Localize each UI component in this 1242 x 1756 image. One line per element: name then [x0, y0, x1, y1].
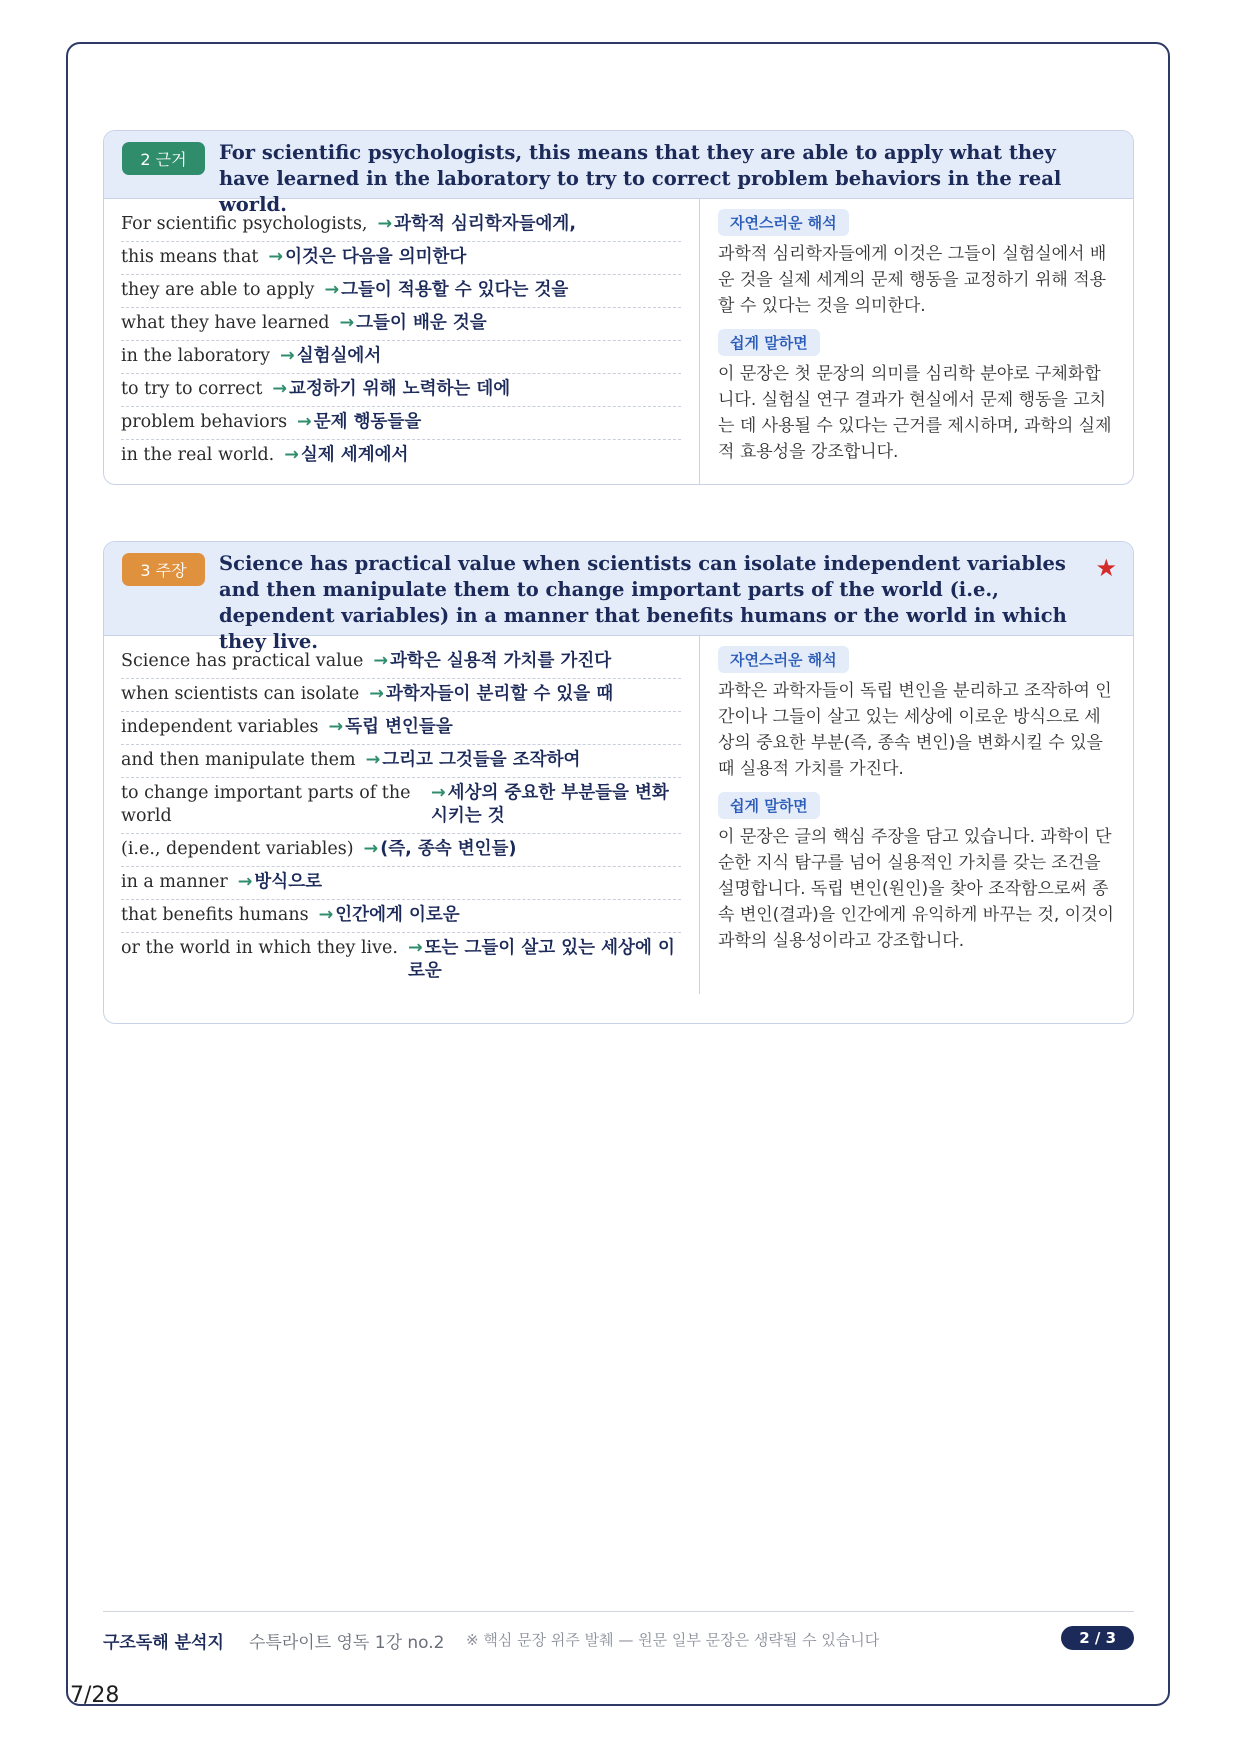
easy-explanation-label: 쉽게 말하면	[718, 792, 820, 819]
natural-translation-text: 과학적 심리학자들에게 이것은 그들이 실험실에서 배운 것을 실제 세계의 문제 행동을 교정하기 위해 적용할 수 있다는 것을 의미한다.	[718, 244, 1107, 316]
chunk-row	[121, 933, 681, 988]
chunk-row	[121, 407, 681, 440]
chunk-en: problem behaviors	[121, 412, 288, 432]
chunk-en: in the laboratory	[121, 346, 271, 366]
chunk-ko: → 인간에게 이로운	[318, 905, 460, 925]
section-sentence: For scientific psychologists, this means that they are able to apply what they have learned in the laboratory to try to correct problem behaviors in the real world.	[219, 141, 1062, 216]
chunk-ko: → 과학적 심리학자들에게,	[377, 214, 576, 234]
natural-translation-label: 자연스러운 해석	[718, 646, 849, 673]
chunk-ko: → 이것은 다음을 의미한다	[268, 247, 467, 267]
chunk-ko: → 실험실에서	[280, 346, 382, 366]
section-body	[104, 636, 1133, 994]
explanation-panel	[700, 199, 1133, 485]
natural-translation-label: 자연스러운 해석	[718, 209, 849, 236]
chunk-row	[121, 867, 681, 900]
chunk-en: in a manner	[121, 872, 228, 892]
chunk-row	[121, 679, 681, 712]
chunk-en: that benefits humans	[121, 905, 309, 925]
natural-translation-text: 과학은 과학자들이 독립 변인을 분리하고 조작하여 인간이나 그들이 살고 있는 세상에 이로운 방식으로 세상의 중요한 부분(즉, 종속 변인)을 변화시킬 수 있을 때 실용적 가치를 가진다.	[718, 681, 1112, 779]
chunk-en: or the world in which they live.	[121, 938, 398, 958]
footer-brand: 구조독해 분석지	[103, 1633, 224, 1653]
chunk-ko: → 그들이 적용할 수 있다는 것을	[324, 280, 569, 300]
chunk-row	[121, 308, 681, 341]
chunk-en: to change important parts of the world	[121, 783, 411, 826]
chunk-row	[121, 440, 681, 472]
chunk-ko: → 과학자들이 분리할 수 있을 때	[369, 684, 614, 704]
chunk-en: and then manipulate them	[121, 750, 356, 770]
chunk-en: they are able to apply	[121, 280, 315, 300]
footer-note: ※ 핵심 문장 위주 발췌 — 원문 일부 문장은 생략될 수 있습니다	[466, 1631, 880, 1649]
section-header	[104, 542, 1133, 653]
section-body	[104, 199, 1133, 485]
chunk-en: Science has practical value	[121, 651, 364, 671]
footer-course: 수특라이트 영독 1강 no.2	[249, 1633, 445, 1653]
chunk-en: when scientists can isolate	[121, 684, 360, 704]
easy-explanation-text: 이 문장은 글의 핵심 주장을 담고 있습니다. 과학이 단순한 지식 탐구를 넘어 실용적인 가치를 갖는 조건을 설명합니다. 독립 변인(원인)을 찾아 조작함으로써 종속 변인(결과)을 인간에게 유익하게 바꾸는 것, 이것이 과학의 실용성이라고 강조합니다.	[718, 827, 1114, 951]
section-sentence: Science has practical value when scientists can isolate independent variables and then manipulate them to change important parts of the world (i.e., dependent variables) in a manner that benefits humans or the world in which they live.	[219, 552, 1067, 653]
easy-explanation-text: 이 문장은 첫 문장의 의미를 심리학 분야로 구체화합니다. 실험실 연구 결과가 현실에서 문제 행동을 고치는 데 사용될 수 있다는 근거를 제시하며, 과학의 실제적 효용성을 강조합니다.	[718, 364, 1112, 462]
section-header	[104, 131, 1133, 216]
section-card-evidence	[103, 130, 1134, 485]
chunk-ko: → 문제 행동들을	[297, 412, 422, 432]
chunk-row	[121, 745, 681, 778]
chunk-en: to try to correct	[121, 379, 263, 399]
explanation-panel	[700, 636, 1133, 994]
chunk-ko: → 독립 변인들을	[328, 717, 453, 737]
chunk-ko: → 방식으로	[237, 872, 323, 892]
chunk-list	[104, 636, 700, 994]
footer-page-badge: 2 / 3	[1061, 1626, 1134, 1650]
easy-explanation-label: 쉽게 말하면	[718, 329, 820, 356]
chunk-en: For scientific psychologists,	[121, 214, 368, 234]
chunk-row	[121, 834, 681, 867]
chunk-en: this means that	[121, 247, 259, 267]
chunk-row	[121, 374, 681, 407]
chunk-row	[121, 712, 681, 745]
chunk-ko: → 또는 그들이 살고 있는 세상에 이로운	[407, 938, 675, 981]
star-icon: ★	[1095, 554, 1117, 582]
chunk-ko: → (즉, 종속 변인들)	[363, 839, 517, 859]
chunk-row	[121, 341, 681, 374]
chunk-ko: → 교정하기 위해 노력하는 데에	[272, 379, 511, 399]
chunk-list	[104, 199, 700, 485]
page-counter: 7/28	[70, 1683, 120, 1708]
chunk-en: what they have learned	[121, 313, 330, 333]
chunk-row	[121, 900, 681, 933]
chunk-ko: → 과학은 실용적 가치를 가진다	[373, 651, 612, 671]
section-card-claim	[103, 541, 1134, 1024]
chunk-en: (i.e., dependent variables)	[121, 839, 354, 859]
chunk-row	[121, 778, 681, 834]
section-tag: 3 주장	[122, 553, 205, 586]
chunk-ko: → 세상의 중요한 부분들을 변화시키는 것	[431, 783, 669, 826]
chunk-ko: → 그들이 배운 것을	[339, 313, 487, 333]
chunk-row	[121, 242, 681, 275]
chunk-row	[121, 275, 681, 308]
page-footer	[103, 1611, 1134, 1661]
section-tag: 2 근거	[122, 142, 205, 175]
chunk-ko: → 그리고 그것들을 조작하여	[365, 750, 581, 770]
chunk-en: in the real world.	[121, 445, 275, 465]
chunk-ko: → 실제 세계에서	[284, 445, 409, 465]
chunk-en: independent variables	[121, 717, 319, 737]
